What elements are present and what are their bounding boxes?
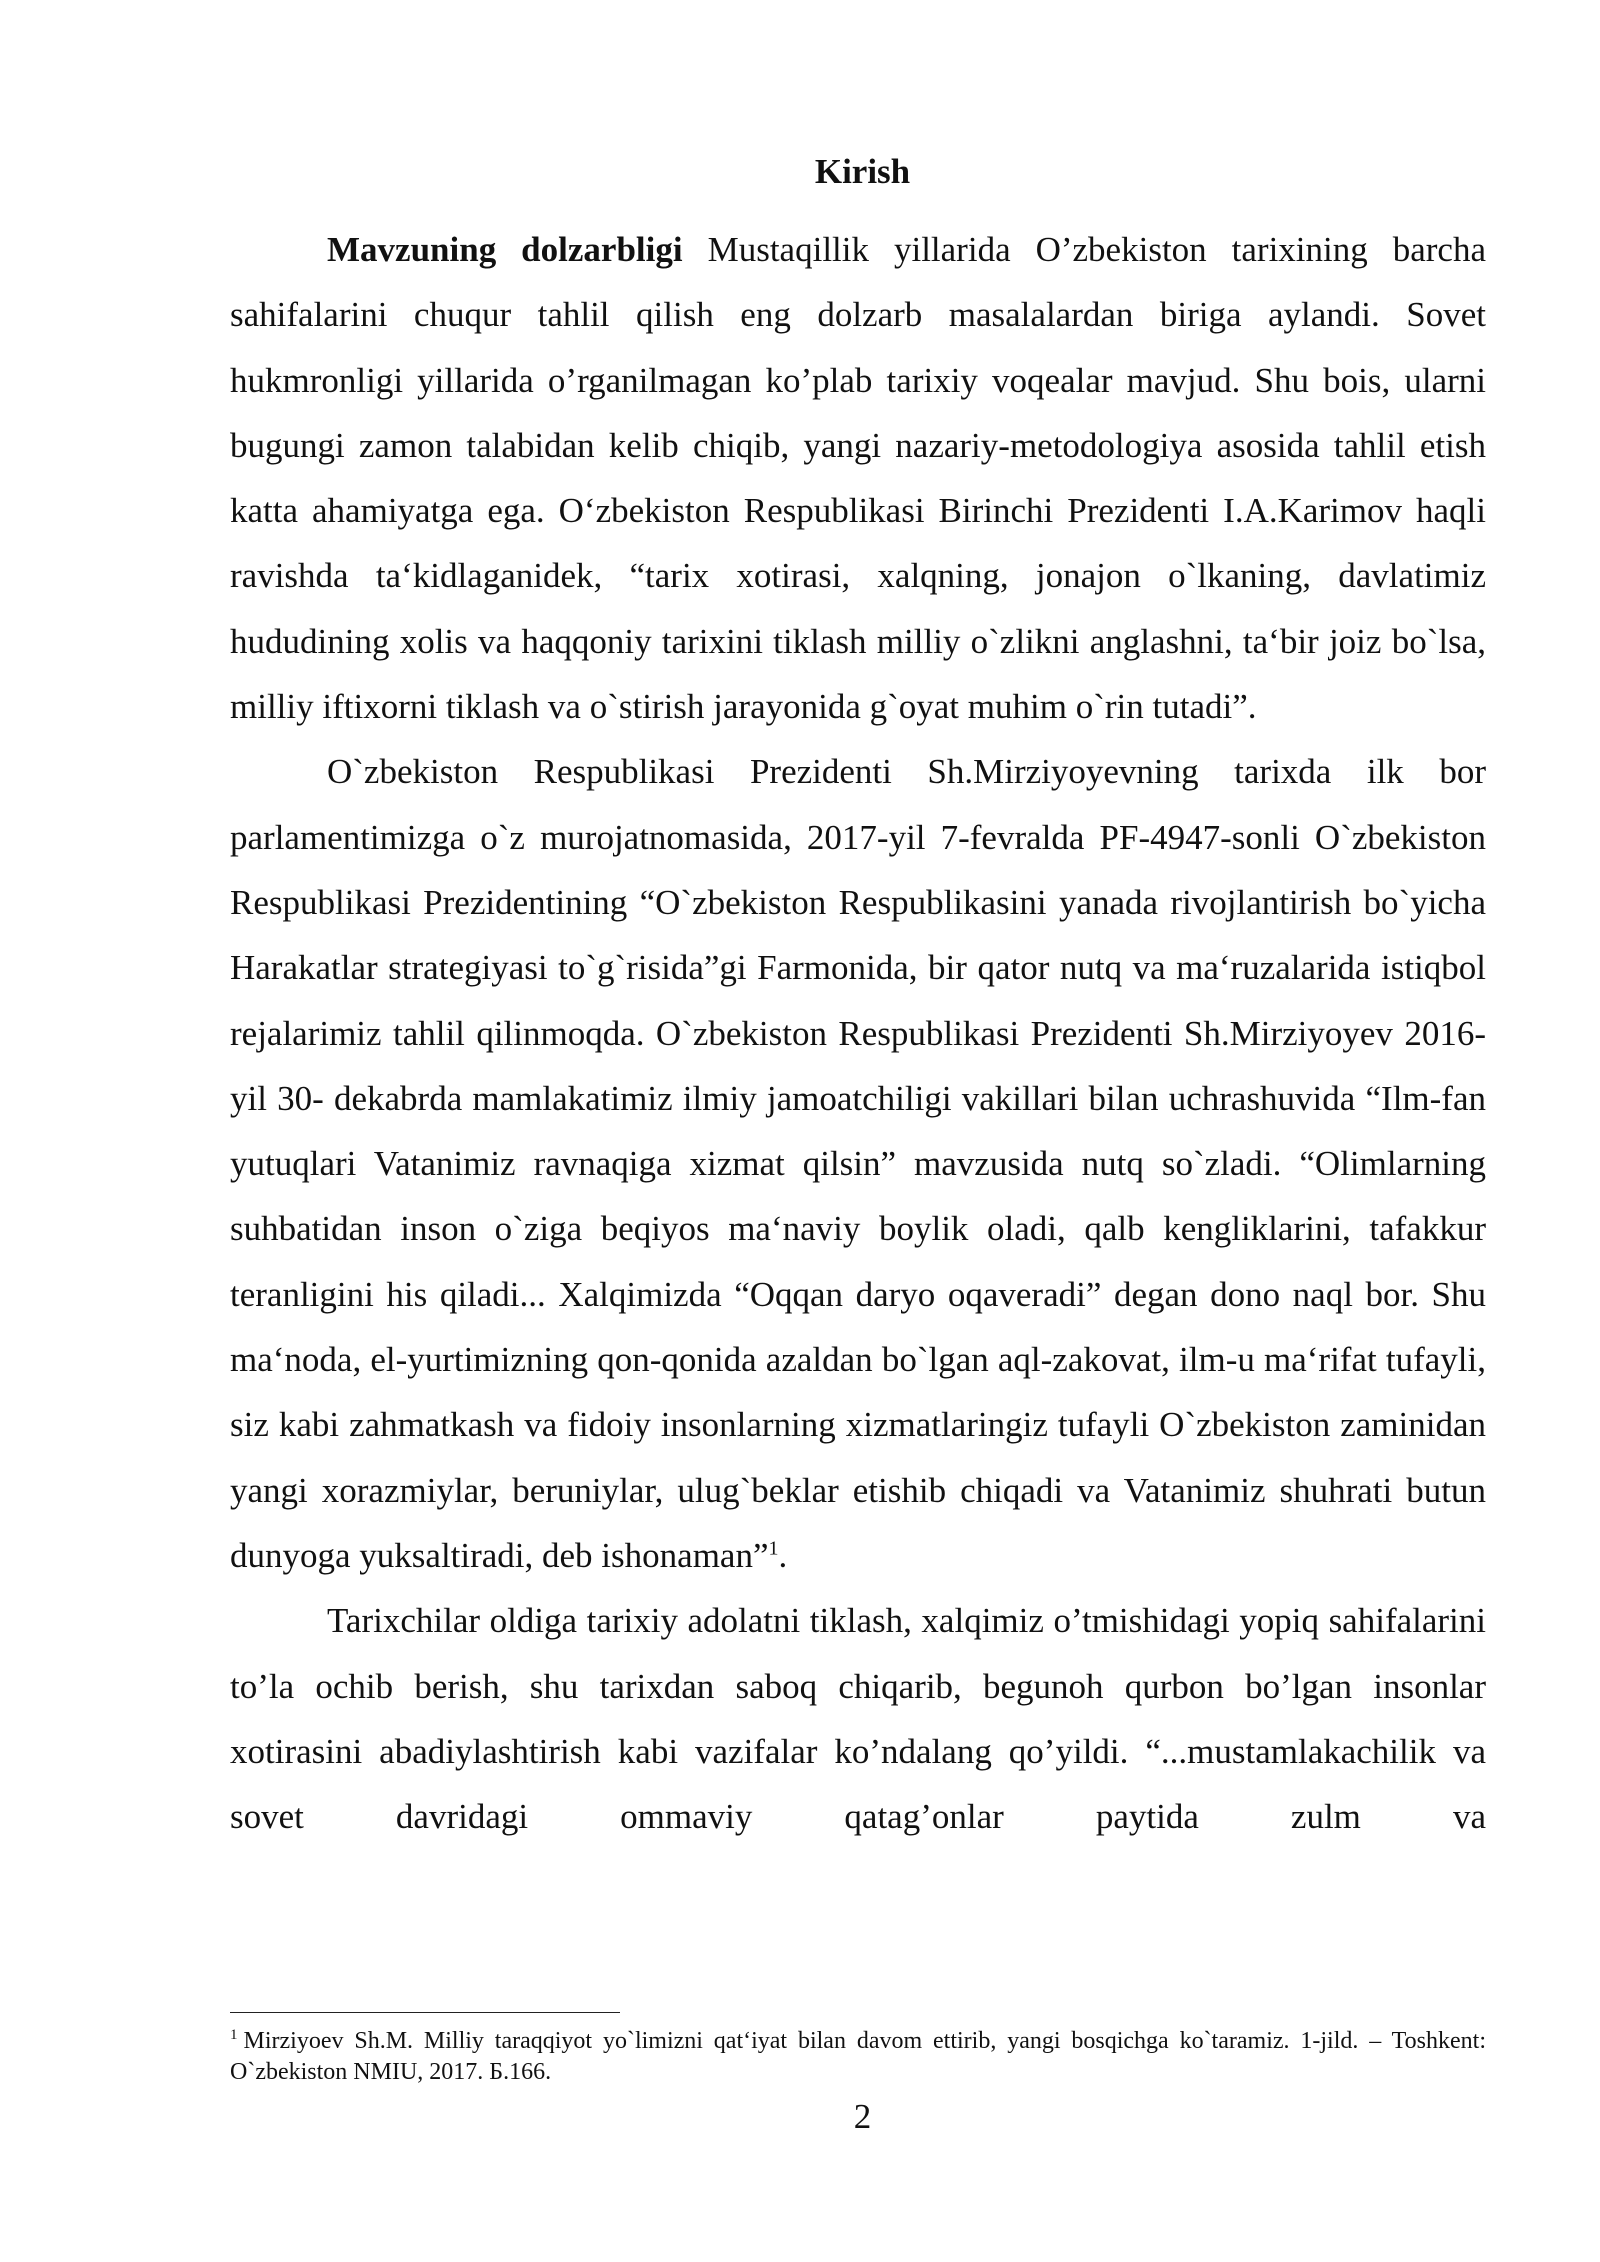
- section-title: Kirish: [814, 152, 911, 191]
- paragraph-lead-heading: Mavzuning dolzarbligi: [327, 230, 683, 269]
- paragraph-relevance: [230, 217, 1486, 739]
- footnote: [230, 2026, 1486, 2088]
- paragraph-text: Tarixchilar oldiga tarixiy adolatni tiklash, xalqimiz o’tmishidagi yopiq sahifalarini to’la ochib berish, shu tarixdan saboq chiqarib, begunoh qurbon bo’lgan insonlar xotirasini abadiylashtirish kabi vazifalar ko’ndalang qo’yildi. “...mustamlakachilik va sovet davridagi ommaviy qatag’onlar paytida zulm va: [230, 1601, 1486, 1837]
- body-text: [230, 217, 1486, 1849]
- footnote-marker: 1: [230, 2027, 238, 2043]
- footnote-separator: [230, 2012, 620, 2013]
- paragraph-text: O`zbekiston Respublikasi Prezidenti Sh.Mirziyoyevning tarixda ilk bor parlamentimizga o`z murojatnomasida, 2017-yil 7-fevralda PF-4947-sonli O`zbekiston Respublikasi Prezidentining “O`zbekiston Respublikasini yanada rivojlantirish bo`yicha Harakatlar strategiyasi to`g`risida”gi Farmonida, bir qator nutq va ma‘ruzalarida istiqbol rejalarimiz tahlil qilinmoqda. O`zbekiston Respublikasi Prezidenti Sh.Mirziyoyev 2016- yil 30- dekabrda mamlakatimiz ilmiy jamoatchiligi vakillari bilan uchrashuvida “Ilm-fan yutuqlari Vatanimiz ravnaqiga xizmat qilsin” mavzusida nutq so`zladi. “Olimlarning suhbatidan inson o`ziga beqiyos ma‘naviy boylik oladi, qalb kengliklarini, tafakkur teranligini his qiladi... Xalqimizda “Oqqan daryo oqaveradi” degan dono naql bor. Shu ma‘noda, el-yurtimizning qon-qonida azaldan bo`lgan aql-zakovat, ilm-u ma‘rifat tufayli, siz kabi zahmatkash va fidoiy insonlarning xizmatlaringiz tufayli O`zbekiston zaminidan yangi xorazmiylar, beruniylar, ulug`beklar etishib chiqadi va Vatanimiz shuhrati butun dunyoga yuksaltiradi, deb ishonaman”: [230, 752, 1486, 1575]
- paragraph-tail: .: [778, 1535, 788, 1575]
- page-number: 2: [853, 2097, 872, 2136]
- footnote-text: Mirziyoev Sh.M. Milliy taraqqiyot yo`limizni qat‘iyat bilan davom ettirib, yangi bosqichga ko`taramiz. 1-jild. – Toshkent: O`zbekiston NMIU, 2017. Б.166.: [230, 2028, 1486, 2085]
- paragraph-president-address: [230, 739, 1486, 1588]
- footnote-reference[interactable]: 1: [768, 1537, 779, 1560]
- paragraph-text: Mustaqillik yillarida O’zbekiston tarixining barcha sahifalarini chuqur tahlil qilish eng dolzarb masalalardan biriga aylandi. Sovet hukmronligi yillarida o’rganilmagan ko’plab tarixiy voqealar mavjud. Shu bois, ularni bugungi zamon talabidan kelib chiqib, yangi nazariy-metodologiya asosida tahlil etish katta ahamiyatga ega. O‘zbekiston Respublikasi Birinchi Prezidenti I.A.Karimov haqli ravishda ta‘kidlaganidek, “tarix xotirasi, xalqning, jonajon o`lkaning, davlatimiz hududining xolis va haqqoniy tarixini tiklash milliy o`zlikni anglashni, ta‘bir joiz bo`lsa, milliy iftixorni tiklash va o`stirish jarayonida g`oyat muhim o`rin tutadi”.: [230, 230, 1487, 727]
- paragraph-historians-task: [230, 1588, 1486, 1849]
